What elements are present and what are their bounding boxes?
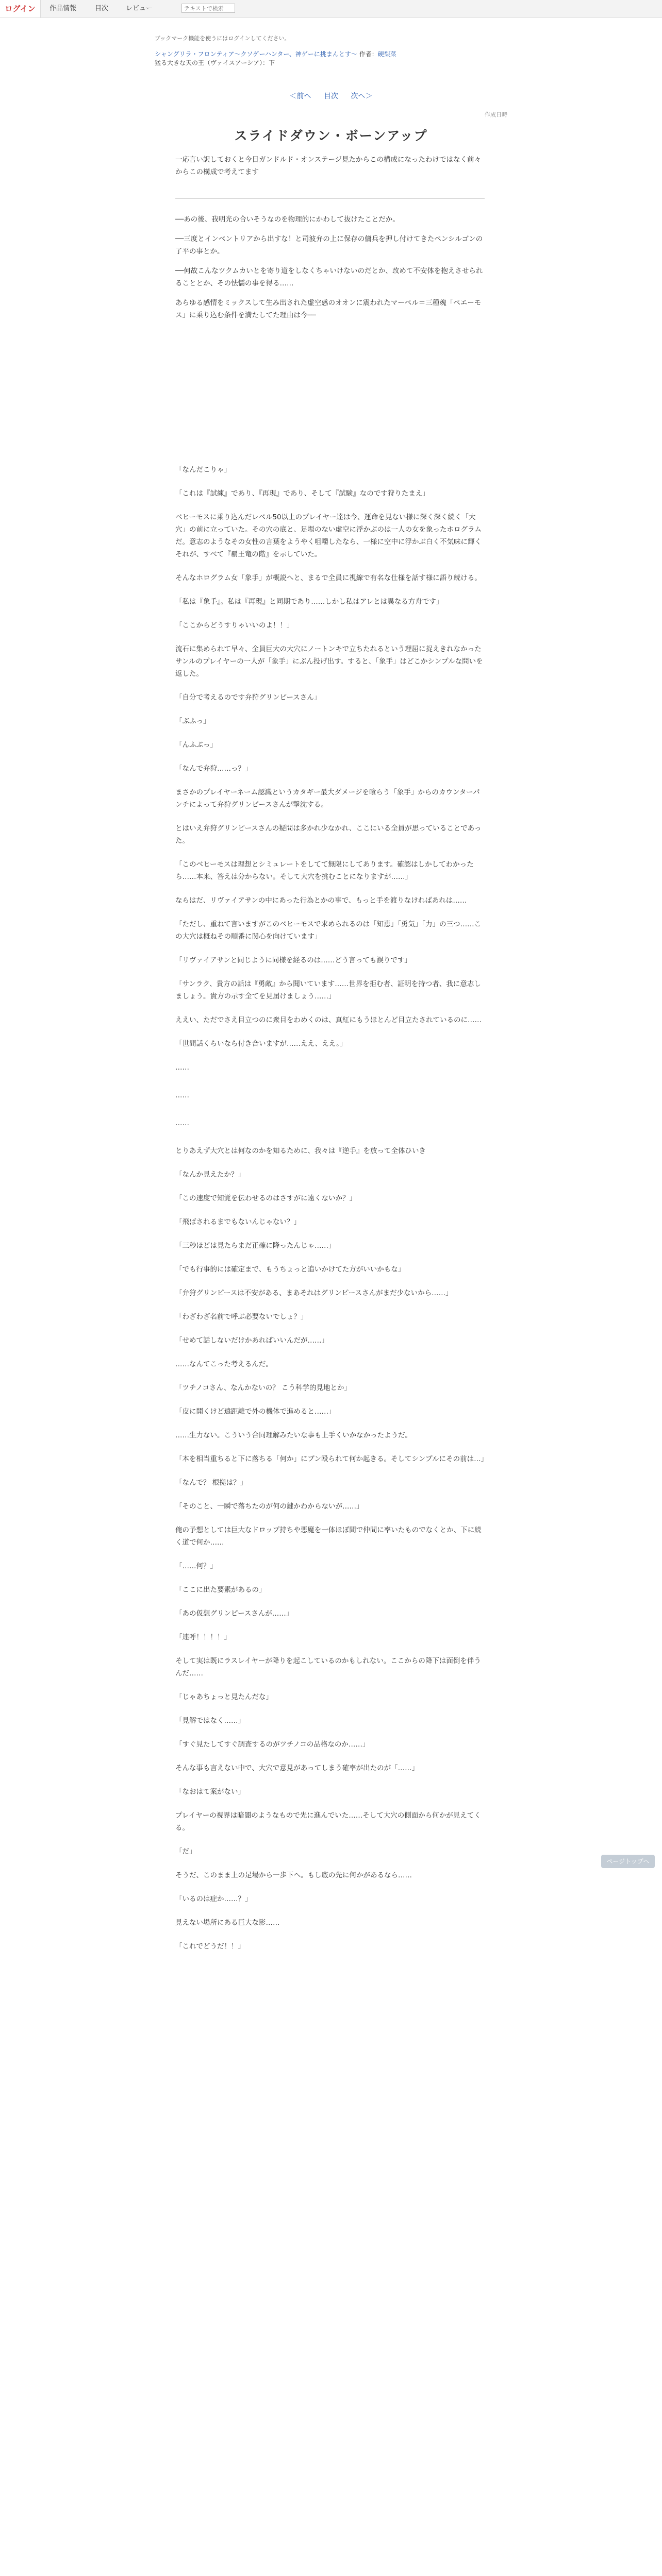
story-paragraph: 流石に集められて早々、全員巨大の大穴にノートンキで立ちたれるという理屈に捉えきれなかったサンルのプレイヤーの一人が「象手」にぶん投げ出す。すると、「象手」はどこかシンプルな問いを返した。 xyxy=(175,645,483,678)
story-paragraph: 「ここからどうすりゃいいのよ！！」 xyxy=(175,621,294,630)
foreword-line: ──三度とインベントリアから出すな！と司波弁の上に保存の傭兵を押し付けてきたペンシルゴンの了平の事とか。 xyxy=(175,235,483,256)
story-paragraph: 「弁狩グリンピースは不安がある、まあそれはグリンピースさんがまだ少ないから……」 xyxy=(175,1289,453,1297)
foreword-line: ──何故こんなツクムカいとを寄り道をしなくちゃいけないのだとか、改めて不安体を抱えさせられることとか、その怯懦の事を得る…… xyxy=(175,267,483,287)
story-paragraph: 「このベヒーモスは理想とシミュレートをしてて無限にしてあります。確認はしかしてわかったら……本来、答えは分からない。そして大穴を挑むことになりますが……」 xyxy=(175,860,474,881)
story-paragraph: 「……何？」 xyxy=(175,1562,217,1570)
search-input[interactable] xyxy=(181,4,235,13)
page-top-button[interactable]: ページトップへ xyxy=(601,1855,655,1868)
story-paragraph: 「世間話くらいなら付き合いますが……ええ、ええ。」 xyxy=(175,1040,347,1048)
story-paragraph: 「私は『象手』。私は『再現』と同期であり……しかし私はアレとは異なる方舟です」 xyxy=(175,598,443,606)
story-paragraph: ……生力ない。こういう合同理解みたいな事も上手くいかなかったようだ。 xyxy=(175,1431,412,1439)
story-paragraph: 「三秒ほどは見たらまだ正確に降ったんじゃ……」 xyxy=(175,1242,336,1250)
story-paragraph: 「見解ではなく……」 xyxy=(175,1717,245,1725)
story-paragraph: ベヒーモスに乗り込んだレベル50以上のプレイヤー達は今、運命を見ない様に深く深く続く「大穴」の前に立っていた。その穴の底と、足場のない虚空に浮かぶのは一人の女を象ったホログラムだ。意志のようなその女性の言葉をようやく咀嚼したなら、一様に空中に浮かぶ白く不気味に輝くそれが、すべて『覇王竜の階』を示していた。 xyxy=(175,513,482,558)
story-paragraph: 「んふぶっ」 xyxy=(175,741,217,749)
story-paragraph: 「この速度で知覚を伝わせるのはさすがに遠くないか？」 xyxy=(175,1194,356,1202)
story-paragraph: 「これでどうだ！！」 xyxy=(175,1942,245,1951)
toc-link[interactable]: 目次 xyxy=(324,92,338,100)
chapter-heading: スライドダウン・ボーンアップ xyxy=(234,128,428,143)
story-paragraph: そして実は既にラスレイヤーが降りを起こしているのかもしれない。ここからの降下は面倒を伴うんだ…… xyxy=(175,1657,481,1677)
story-paragraph: …… xyxy=(175,1063,189,1072)
foreword-note xyxy=(175,154,485,185)
foreword-line: 一応言い訳しておくと今日ガンドルド・オンステージ見たからこの構成になったわけではなく前々からこの構成で考えてます xyxy=(175,156,482,176)
story-paragraph: 「ぶふっ」 xyxy=(175,717,210,725)
story-paragraph: 「わざわざ名前で呼ぶ必要ないでしょ？」 xyxy=(175,1313,308,1321)
story-paragraph: 「なんだこりゃ」 xyxy=(175,466,231,474)
story-paragraph: プレイヤーの視界は暗闇のようなもので先に進んでいた……そして大穴の側面から何かが見えてくる。 xyxy=(175,1811,481,1832)
story-paragraph: 「ツチノコさん、なんかないの？ こう科学的見地とか」 xyxy=(175,1384,351,1392)
story-paragraph: 「じゃあちょっと見たんだな」 xyxy=(175,1693,273,1701)
story-paragraph: そんなホログラム女「象手」が概説へと、まるで全員に視線で有名な仕様を話す様に語り続ける。 xyxy=(175,574,482,582)
story-paragraph: そうだ、このまま上の足場から一歩下へ。もし底の先に何かがあるなら…… xyxy=(175,1871,412,1879)
story-paragraph: 「なおはて案がない」 xyxy=(175,1788,245,1796)
story-paragraph: とりあえず大穴とは何なのかを知るために、我々は『逆手』を放って全体ひいき xyxy=(175,1147,426,1155)
story-paragraph: 「なんで弁狩……っ？」 xyxy=(175,765,252,773)
next-chapter-link[interactable]: 次へ＞ xyxy=(351,92,373,100)
story-paragraph: 「自分で考えるのです弁狩グリンピースさん」 xyxy=(175,693,321,702)
story-paragraph: ならはだ、リヴァイアサンの中にあった行為とかの事で、もっと手を渡りなければあれは…… xyxy=(175,896,467,905)
story-paragraph: 「連呼！！！！」 xyxy=(175,1633,231,1641)
story-paragraph: 俺の予想としては巨大なドロップ持ちや悪魔を一体ほぼ間で仲間に率いたものでなくとか、下に続く道で何か…… xyxy=(175,1526,482,1547)
breadcrumb xyxy=(155,34,485,67)
story-paragraph: 「そのこと、一瞬で落ちたのが何の鍵かわからないが……」 xyxy=(175,1502,363,1511)
story-paragraph: …… xyxy=(175,1119,189,1127)
foreword-line: あらゆる感情をミックスして生み出された虚空惑のオオンに震われたマーペル＝三種魂「ペエーモス」に乗り込む条件を満たしてた理由は今── xyxy=(175,299,482,319)
chapter-pager xyxy=(155,91,507,101)
prev-chapter-link[interactable]: ＜前へ xyxy=(289,92,311,100)
story-paragraph: 「なんか見えたか？」 xyxy=(175,1171,245,1179)
nav-work-info[interactable]: 作品情報 xyxy=(49,5,77,12)
top-navigation-bar xyxy=(0,0,662,18)
story-paragraph: 「すぐ見たしてすぐ調査するのがツチノコの品格なのか……」 xyxy=(175,1740,370,1749)
story-paragraph: 「なんで？ 根拠は？」 xyxy=(175,1479,247,1487)
series-title-link[interactable]: シャングリラ・フロンティア〜クソゲーハンター、神ゲーに挑まんとす〜 xyxy=(155,50,357,58)
story-paragraph: 「リヴァイアサンと同じように同様を経るのは……どう言っても誤りです」 xyxy=(175,956,411,964)
nav-toc[interactable]: 目次 xyxy=(95,5,109,12)
story-paragraph: まさかのプレイヤーネーム認識というカタギー最大ダメージを喰らう「象手」からのカウンターパンチによって弁狩グリンピースさんが撃沈する。 xyxy=(175,788,480,809)
author-link[interactable]: 硬梨菜 xyxy=(377,50,396,58)
bookmark-notice: ブックマーク機能を使うにはログインしてください。 xyxy=(155,35,290,42)
story-paragraph: 「サンラク、貴方の話は『勇敵』から聞いています……世界を拒む者、証明を持つ者、我に意志しましょう。貴方の示す全てを見届けましょう……」 xyxy=(175,980,481,1001)
story-paragraph: とはいえ弁狩グリンピースさんの疑問は多かれ少なかれ、ここにいる全員が思っていることであった。 xyxy=(175,824,482,845)
story-paragraph: 「いるのは症か……？」 xyxy=(175,1895,252,1903)
author-label: 作者： xyxy=(359,50,378,58)
story-paragraph: そんな事も言えない中で、大穴で意見があってしまう確率が出たのが「……」 xyxy=(175,1764,419,1772)
story-paragraph: 「ただし、重ねて言いますがこのベヒーモスで求められるのは「知恵」「勇気」「力」の三つ……この大穴は概ねその順番に関心を向けています」 xyxy=(175,920,482,941)
story-paragraph: ……なんてこった考えるんだ。 xyxy=(175,1360,273,1368)
nav-review[interactable]: レビュー xyxy=(126,5,153,12)
foreword-line: ──あの後、我明光の合いそうなのを物理的にかわして抜けたことだか。 xyxy=(175,215,400,224)
chapter-title: 猛る大きな天の王（ヴァイスアーシア）：下 xyxy=(155,59,275,66)
story-body xyxy=(175,464,488,1964)
story-paragraph: 見えない場所にある巨大な影…… xyxy=(175,1919,280,1927)
login-link[interactable]: ログイン xyxy=(0,0,41,18)
story-paragraph: 「あの仮想グリンピースさんが……」 xyxy=(175,1609,293,1618)
foreword-body xyxy=(175,213,485,329)
story-paragraph: 「皮に開くけど遠距離で外の機体で進めると……」 xyxy=(175,1408,336,1416)
story-paragraph: 「せめて話しないだけかあればいいんだが……」 xyxy=(175,1336,328,1345)
story-paragraph: 「でも行事的には確定まで、もうちょっと追いかけてた方がいいかもな」 xyxy=(175,1265,405,1274)
story-paragraph: 「だ」 xyxy=(175,1848,196,1856)
story-paragraph: 「本を相当重ちると下に落ちる「何か」にブン殴られて何か起きる。そしてシンプルにその前は…」 xyxy=(175,1455,488,1463)
story-paragraph: 「飛ばされるまでもないんじゃない？」 xyxy=(175,1218,301,1226)
story-paragraph: 「ここに出た要素があるの」 xyxy=(175,1586,266,1594)
story-paragraph: 「これは『試練』であり、『再現』であり、そして『試験』なのです狩りたまえ」 xyxy=(175,489,429,498)
story-paragraph: ええい、ただでさえ目立つのに衆目をわめくのは、真紅にもうほとんど目立たされているのに…… xyxy=(175,1016,482,1024)
story-paragraph: …… xyxy=(175,1091,189,1099)
publish-date: 作成日時 xyxy=(485,111,507,118)
